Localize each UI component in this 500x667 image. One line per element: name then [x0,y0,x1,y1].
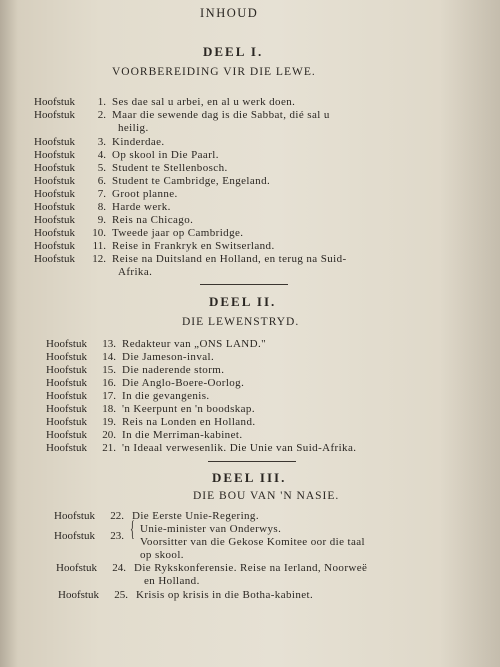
chapter-label: Hoofstuk [46,416,87,428]
chapter-number: 12. [92,253,106,265]
chapter-title: Reis na Chicago. [112,214,194,226]
chapter-row [46,442,356,455]
chapter-title-continuation [112,266,152,279]
chapter-number: 18. [102,403,116,415]
chapter-number: 23. [110,530,124,542]
chapter-number: 24. [112,562,126,574]
chapter-row [34,214,193,227]
chapter-number: 19. [102,416,116,428]
chapter-title: 'n Ideaal verwesenlik. Die Unie van Suid-Afrika. [122,442,357,454]
chapter-title-line [134,536,365,549]
chapter-row [34,240,275,253]
chapter-number: 11. [92,240,106,252]
chapter-title: In die gevangenis. [122,390,210,402]
chapter-title: Reise in Frankryk en Switserland. [112,240,275,252]
chapter-number: 6. [97,175,106,187]
chapter-label: Hoofstuk [58,589,99,601]
chapter-title: Die Anglo-Boere-Oorlog. [122,377,245,389]
chapter-number: 21. [102,442,116,454]
chapter-label: Hoofstuk [34,96,75,108]
section-divider [208,461,296,462]
chapter-label: Hoofstuk [34,227,75,239]
chapter-row [46,403,255,416]
chapter-title-continuation [112,122,149,135]
chapter-row [46,416,256,429]
chapter-title: Kinderdae. [112,136,165,148]
chapter-title: Op skool in Die Paarl. [112,149,219,161]
chapter-title: Tweede jaar op Cambridge. [112,227,244,239]
chapter-label: Hoofstuk [34,253,75,265]
chapter-title: Groot planne. [112,188,178,200]
part-1-subtitle: VOORBEREIDING VIR DIE LEWE. [112,66,316,78]
section-divider [200,284,288,285]
chapter-title: Student te Stellenbosch. [112,162,228,174]
chapter-row [34,162,228,175]
chapter-label: Hoofstuk [46,364,87,376]
chapter-number: 4. [97,149,106,161]
chapter-number: 9. [97,214,106,226]
chapter-title: Redakteur van „ONS LAND." [122,338,267,350]
chapter-title: Krisis op krisis in die Botha-kabinet. [136,589,314,601]
chapter-label: Hoofstuk [54,530,95,542]
chapter-title: In die Merriman-kabinet. [122,429,243,441]
chapter-title: Die Rykskonferensie. Reise na Ierland, Noorweë [134,562,368,574]
chapter-row [34,136,165,149]
chapter-label: Hoofstuk [46,351,87,363]
chapter-label: Hoofstuk [34,240,75,252]
chapter-number: 20. [102,429,116,441]
chapter-title: Die naderende storm. [122,364,225,376]
chapter-number: 16. [102,377,116,389]
chapter-title: 'n Keerpunt en 'n boodskap. [122,403,255,415]
chapter-row [46,338,266,351]
chapter-number: 17. [102,390,116,402]
page-edge-shadow [440,0,500,667]
chapter-label: Hoofstuk [46,403,87,415]
chapter-title-continuation [138,575,200,588]
chapter-row [46,390,210,403]
chapter-label: Hoofstuk [34,175,75,187]
chapter-label: Hoofstuk [34,214,75,226]
chapter-title-line-2: en Holland. [144,575,200,587]
chapter-row [46,364,224,377]
chapter-number: 8. [97,201,106,213]
chapter-row [34,253,347,266]
chapter-title-line-2: Afrika. [118,266,153,278]
chapter-row [34,227,243,240]
chapter-title: Reis na Londen en Holland. [122,416,256,428]
chapter-title-line-2: Voorsitter van die Gekose Komitee oor die taal [140,536,365,548]
chapter-title-line [134,523,281,536]
chapter-title: Harde werk. [112,201,171,213]
chapter-row [58,589,313,602]
chapter-label: Hoofstuk [34,201,75,213]
chapter-row [56,562,367,575]
chapter-title: Ses dae sal u arbei, en al u werk doen. [112,96,296,108]
chapter-number: 13. [102,338,116,350]
chapter-number: 3. [97,136,106,148]
chapter-title: Student te Cambridge, Engeland. [112,175,271,187]
chapter-number: 25. [114,589,128,601]
part-2-subtitle: DIE LEWENSTRYD. [182,316,300,328]
chapter-row [34,201,171,214]
chapter-number: 10. [92,227,106,239]
page-gutter-shadow [0,0,18,667]
contents-title: INHOUD [200,6,259,20]
part-2-heading: DEEL II. [209,294,277,309]
part-3-heading: DEEL III. [212,470,287,485]
chapter-label: Hoofstuk [34,162,75,174]
part-3-subtitle: DIE BOU VAN 'N NASIE. [193,490,340,502]
chapter-title-continuation [134,549,184,562]
chapter-label: Hoofstuk [54,510,95,522]
brace-glyph: { [130,516,135,541]
chapter-number: 14. [102,351,116,363]
chapter-title: Maar die sewende dag is die Sabbat, dié sal u [112,109,330,121]
chapter-label: Hoofstuk [46,377,87,389]
chapter-number: 1. [97,96,106,108]
chapter-row [34,149,219,162]
chapter-title: Unie-minister van Onderwys. [140,523,282,535]
chapter-label: Hoofstuk [46,390,87,402]
chapter-row [34,96,295,109]
chapter-row [46,351,214,364]
chapter-row [54,530,124,543]
chapter-label: Hoofstuk [34,136,75,148]
chapter-label: Hoofstuk [56,562,97,574]
chapter-number: 22. [110,510,124,522]
chapter-label: Hoofstuk [34,188,75,200]
chapter-row [34,109,330,122]
chapter-number: 2. [97,109,106,121]
chapter-title: Die Eerste Unie-Regering. [132,510,259,522]
chapter-row [34,188,178,201]
chapter-number: 7. [97,188,106,200]
chapter-title: Reise na Duitsland en Holland, en terug na Suid- [112,253,347,265]
chapter-label: Hoofstuk [46,429,87,441]
chapter-row [54,510,259,523]
part-1-heading: DEEL I. [203,44,264,59]
chapter-title: Die Jameson-inval. [122,351,215,363]
chapter-label: Hoofstuk [46,338,87,350]
chapter-row [46,429,242,442]
chapter-label: Hoofstuk [34,109,75,121]
chapter-label: Hoofstuk [34,149,75,161]
chapter-title-line-3: op skool. [140,549,184,561]
chapter-row [46,377,244,390]
chapter-row [34,175,270,188]
chapter-number: 5. [97,162,106,174]
chapter-label: Hoofstuk [46,442,87,454]
chapter-number: 15. [102,364,116,376]
chapter-title-line-2: heilig. [118,122,149,134]
